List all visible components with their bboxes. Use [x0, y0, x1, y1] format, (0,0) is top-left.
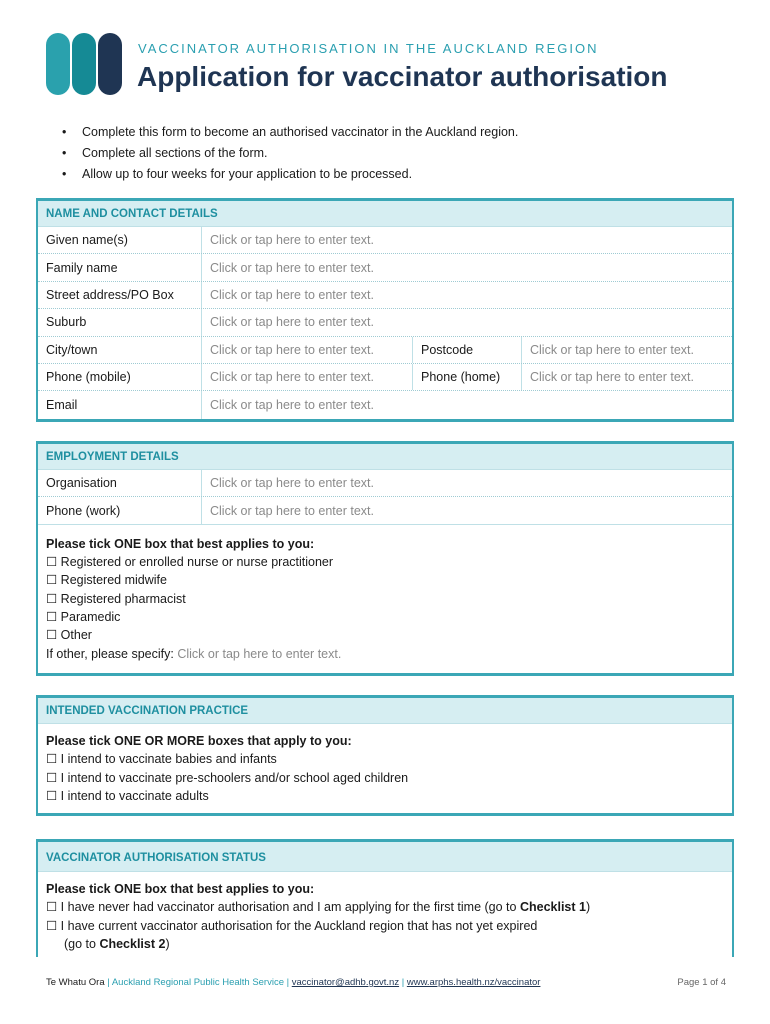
- form-row: [38, 364, 732, 391]
- form-row: [38, 282, 732, 309]
- phone-home-field[interactable]: Click or tap here to enter text.: [530, 370, 694, 385]
- field-label: Postcode: [413, 337, 522, 363]
- form-row: [38, 391, 732, 418]
- list-item: • Complete this form to become an authorised vaccinator in the Auckland region.: [62, 124, 518, 145]
- practice-checkbox[interactable]: ☐ I intend to vaccinate pre-schoolers and/or school aged children: [46, 770, 409, 785]
- field-label: Phone (work): [38, 497, 202, 523]
- section-heading: EMPLOYMENT DETAILS: [38, 444, 732, 470]
- status-checkbox-current[interactable]: ☐ I have current vaccinator authorisation for the Auckland region that has not yet expired: [46, 918, 538, 933]
- field-label: Street address/PO Box: [38, 282, 202, 308]
- field-label: Family name: [38, 254, 202, 280]
- form-row: [38, 309, 732, 336]
- suburb-field[interactable]: Click or tap here to enter text.: [210, 315, 374, 330]
- postcode-field[interactable]: Click or tap here to enter text.: [530, 342, 694, 357]
- footer-separator: |: [401, 977, 405, 988]
- form-row: [38, 497, 732, 524]
- logo-bar: [98, 33, 122, 95]
- option-text: (go to: [64, 936, 100, 951]
- page-title: Application for vaccinator authorisation: [137, 61, 668, 92]
- intro-list: [62, 124, 518, 187]
- option-end: ): [585, 900, 591, 915]
- given-name-field[interactable]: Click or tap here to enter text.: [210, 233, 374, 248]
- role-checkbox[interactable]: ☐ Registered pharmacist: [46, 591, 186, 606]
- practice-options: [38, 724, 732, 813]
- field-label: Phone (home): [413, 364, 522, 390]
- page-number: Page 1 of 4: [677, 977, 726, 988]
- phone-work-field[interactable]: Click or tap here to enter text.: [210, 503, 374, 518]
- employment-section: [36, 441, 734, 676]
- form-row: [38, 337, 732, 364]
- organisation-field[interactable]: Click or tap here to enter text.: [210, 476, 374, 491]
- contact-section: [36, 198, 734, 422]
- form-row: [38, 254, 732, 281]
- field-label: Suburb: [38, 309, 202, 335]
- logo: [46, 33, 124, 95]
- footer-email-link[interactable]: vaccinator@adhb.govt.nz: [291, 977, 400, 988]
- section-heading: VACCINATOR AUTHORISATION STATUS: [38, 842, 732, 872]
- question: Please tick ONE OR MORE boxes that apply to you:: [46, 734, 352, 748]
- role-checkbox[interactable]: ☐ Other: [46, 628, 92, 643]
- list-item: • Complete all sections of the form.: [62, 145, 518, 166]
- field-label: Email: [38, 391, 202, 418]
- form-row: [38, 227, 732, 254]
- practice-section: [36, 695, 734, 816]
- role-checkbox[interactable]: ☐ Paramedic: [46, 609, 121, 624]
- role-options: [38, 525, 732, 673]
- question: Please tick ONE box that best applies to you:: [46, 882, 315, 896]
- status-options: [38, 872, 732, 957]
- footer-service: Auckland Regional Public Health Service: [111, 977, 284, 988]
- phone-mobile-field[interactable]: Click or tap here to enter text.: [202, 364, 413, 390]
- form-row: [38, 470, 732, 497]
- email-field[interactable]: Click or tap here to enter text.: [210, 398, 374, 413]
- footer-website-link[interactable]: www.arphs.health.nz/vaccinator: [406, 977, 541, 988]
- option-text: ☐ I have never had vaccinator authorisation and I am applying for the first time (go to: [46, 900, 520, 915]
- street-address-field[interactable]: Click or tap here to enter text.: [210, 287, 374, 302]
- section-heading: NAME AND CONTACT DETAILS: [38, 201, 732, 227]
- practice-checkbox[interactable]: ☐ I intend to vaccinate babies and infants: [46, 752, 277, 767]
- role-checkbox[interactable]: ☐ Registered or enrolled nurse or nurse practitioner: [46, 555, 334, 570]
- footer-left: [46, 977, 540, 988]
- option-end: ): [165, 936, 170, 951]
- field-label: City/town: [38, 337, 202, 363]
- checklist-ref: Checklist 2: [99, 936, 166, 951]
- footer-org: Te Whatu Ora: [46, 977, 105, 988]
- header-kicker: VACCINATOR AUTHORISATION IN THE AUCKLAND REGION: [138, 41, 599, 56]
- other-label: If other, please specify:: [46, 646, 174, 661]
- footer-separator: |: [286, 977, 290, 988]
- field-label: Phone (mobile): [38, 364, 202, 390]
- city-field[interactable]: Click or tap here to enter text.: [202, 337, 413, 363]
- logo-bar: [46, 33, 70, 95]
- list-item: • Allow up to four weeks for your application to be processed.: [62, 166, 518, 187]
- role-checkbox[interactable]: ☐ Registered midwife: [46, 573, 167, 588]
- field-label: Given name(s): [38, 227, 202, 253]
- logo-bar: [72, 33, 96, 95]
- family-name-field[interactable]: Click or tap here to enter text.: [210, 260, 374, 275]
- other-specify: [46, 645, 724, 663]
- field-label: Organisation: [38, 470, 202, 496]
- section-heading: INTENDED VACCINATION PRACTICE: [38, 698, 732, 724]
- status-continuation: [46, 935, 724, 953]
- status-checkbox-first-time[interactable]: [46, 898, 724, 916]
- checklist-ref: Checklist 1: [519, 900, 586, 915]
- question: Please tick ONE box that best applies to you:: [46, 536, 315, 551]
- practice-checkbox[interactable]: ☐ I intend to vaccinate adults: [46, 788, 209, 803]
- footer-separator: |: [107, 977, 110, 988]
- status-section: [36, 839, 734, 957]
- other-specify-field[interactable]: Click or tap here to enter text.: [177, 646, 342, 661]
- footer: [46, 977, 726, 988]
